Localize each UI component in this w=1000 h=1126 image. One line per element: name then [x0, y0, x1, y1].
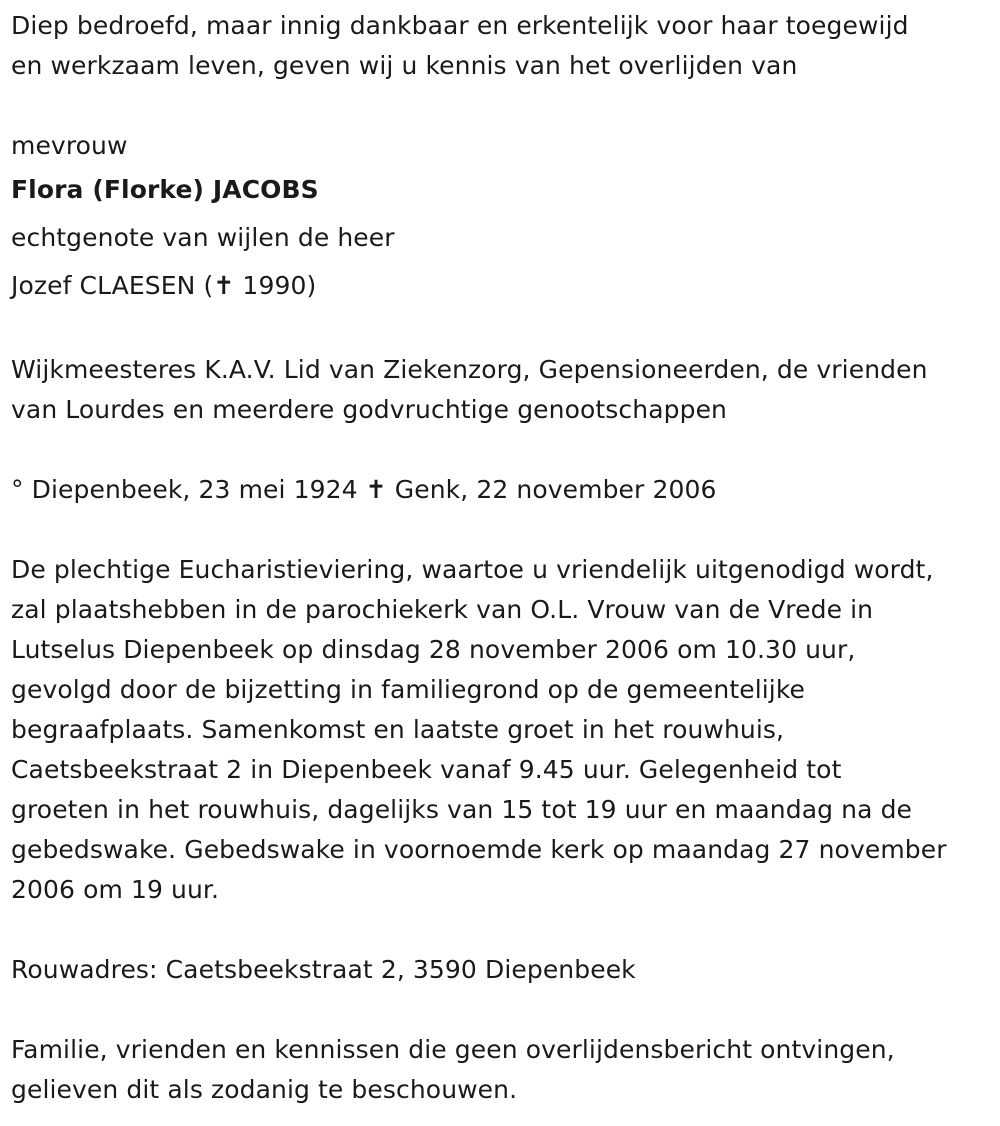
- closing-line: Familie, vrienden en kennissen die geen overlijdensbericht ontvingen,: [11, 1035, 895, 1064]
- deceased-title: mevrouw: [11, 131, 128, 160]
- memberships-line: van Lourdes en meerdere godvruchtige genootschappen: [11, 395, 728, 424]
- closing-paragraph: [11, 1030, 996, 1110]
- mourning-address: Rouwadres: Caetsbeekstraat 2, 3590 Diepenbeek: [11, 955, 636, 984]
- spacer: [11, 910, 996, 950]
- birth-death-dates: ° Diepenbeek, 23 mei 1924 ✝ Genk, 22 november 2006: [11, 475, 717, 504]
- obituary-document: [11, 6, 996, 1110]
- memberships-line: Wijkmeesteres K.A.V. Lid van Ziekenzorg, Gepensioneerden, de vrienden: [11, 355, 928, 384]
- ceremony-line: Caetsbeekstraat 2 in Diepenbeek vanaf 9.45 uur. Gelegenheid tot: [11, 755, 842, 784]
- deceased-name: Flora (Florke) JACOBS: [11, 175, 319, 204]
- deceased-spouse: Jozef CLAESEN (✝ 1990): [11, 271, 317, 300]
- ceremony-paragraph: [11, 550, 996, 910]
- spacer: [11, 510, 996, 550]
- deceased-relation: echtgenote van wijlen de heer: [11, 223, 395, 252]
- intro-line: Diep bedroefd, maar innig dankbaar en erkentelijk voor haar toegewijd: [11, 11, 909, 40]
- ceremony-line: gebedswake. Gebedswake in voornoemde kerk op maandag 27 november: [11, 835, 947, 864]
- spacer: [11, 310, 996, 350]
- ceremony-line: zal plaatshebben in de parochiekerk van O.L. Vrouw van de Vrede in: [11, 595, 874, 624]
- spacer: [11, 86, 996, 126]
- closing-line: gelieven dit als zodanig te beschouwen.: [11, 1075, 518, 1104]
- ceremony-line: Lutselus Diepenbeek op dinsdag 28 november 2006 om 10.30 uur,: [11, 635, 856, 664]
- intro-paragraph: [11, 6, 996, 86]
- ceremony-line: begraafplaats. Samenkomst en laatste groet in het rouwhuis,: [11, 715, 785, 744]
- spacer: [11, 990, 996, 1030]
- intro-line: en werkzaam leven, geven wij u kennis van het overlijden van: [11, 51, 798, 80]
- ceremony-line: groeten in het rouwhuis, dagelijks van 15 tot 19 uur en maandag na de: [11, 795, 913, 824]
- deceased-block: [11, 126, 996, 310]
- ceremony-line: 2006 om 19 uur.: [11, 875, 220, 904]
- memberships-paragraph: [11, 350, 996, 430]
- ceremony-line: gevolgd door de bijzetting in familiegrond op de gemeentelijke: [11, 675, 806, 704]
- ceremony-line: De plechtige Eucharistieviering, waartoe u vriendelijk uitgenodigd wordt,: [11, 555, 934, 584]
- spacer: [11, 430, 996, 470]
